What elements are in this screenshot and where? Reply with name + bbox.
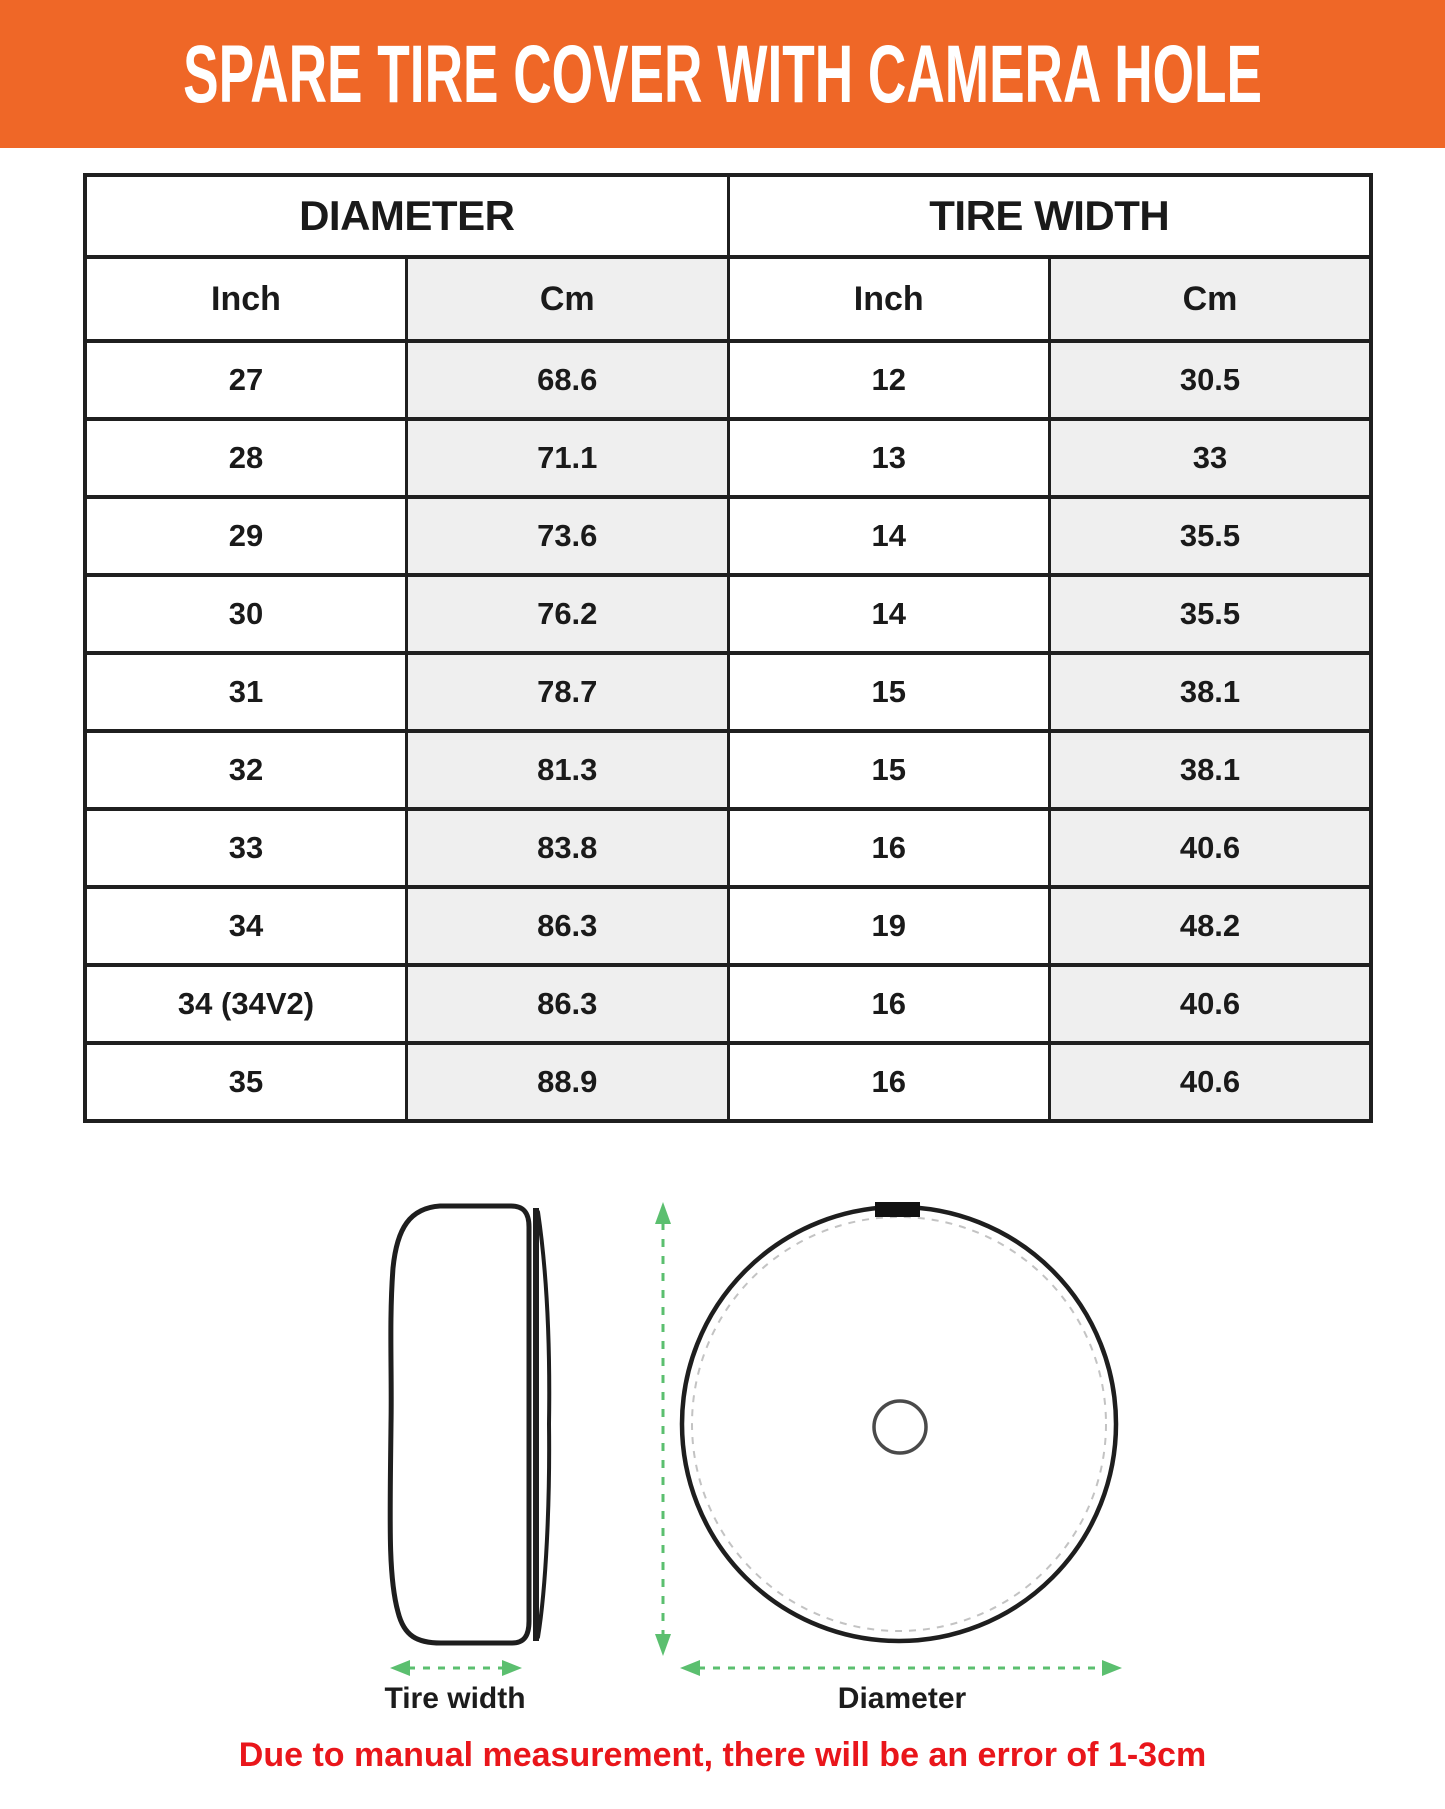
diameter-inch-cell: 30 bbox=[85, 575, 407, 653]
width-inch-cell: 15 bbox=[728, 731, 1050, 809]
table-row bbox=[85, 731, 1371, 809]
diameter-inch-cell: 27 bbox=[85, 341, 407, 419]
page-title: SPARE TIRE COVER WITH CAMERA HOLE bbox=[183, 28, 1262, 120]
width-cm-cell: 33 bbox=[1050, 419, 1372, 497]
arrow-left-icon bbox=[680, 1660, 700, 1676]
width-cm-header: Cm bbox=[1050, 257, 1372, 341]
measurement-note: Due to manual measurement, there will be an error of 1-3cm bbox=[238, 1736, 1207, 1774]
diameter-cm-cell: 83.8 bbox=[407, 809, 729, 887]
title-banner bbox=[0, 0, 1445, 148]
width-inch-cell: 12 bbox=[728, 341, 1050, 419]
measurement-diagram bbox=[0, 1150, 1445, 1720]
diameter-inch-cell: 28 bbox=[85, 419, 407, 497]
size-chart-table bbox=[83, 173, 1373, 1123]
arrow-right-icon bbox=[1102, 1660, 1122, 1676]
diameter-inch-cell: 29 bbox=[85, 497, 407, 575]
valve-marker bbox=[875, 1202, 920, 1217]
diameter-cm-cell: 86.3 bbox=[407, 965, 729, 1043]
tire-side-view-diagram bbox=[390, 1206, 549, 1643]
diameter-cm-cell: 76.2 bbox=[407, 575, 729, 653]
camera-hole bbox=[874, 1401, 926, 1453]
width-cm-cell: 40.6 bbox=[1050, 1043, 1372, 1121]
diameter-label: Diameter bbox=[837, 1682, 967, 1715]
diameter-inch-cell: 33 bbox=[85, 809, 407, 887]
diameter-inch-cell: 31 bbox=[85, 653, 407, 731]
size-table-body bbox=[85, 341, 1371, 1121]
tire-width-arrow bbox=[390, 1660, 522, 1676]
width-inch-cell: 14 bbox=[728, 497, 1050, 575]
width-inch-cell: 14 bbox=[728, 575, 1050, 653]
width-inch-cell: 16 bbox=[728, 809, 1050, 887]
diameter-inch-cell: 35 bbox=[85, 1043, 407, 1121]
table-row bbox=[85, 575, 1371, 653]
unit-header-row bbox=[85, 257, 1371, 341]
table-row bbox=[85, 653, 1371, 731]
side-view-tread-bulge bbox=[538, 1212, 549, 1637]
diameter-cm-header: Cm bbox=[407, 257, 729, 341]
width-cm-cell: 40.6 bbox=[1050, 965, 1372, 1043]
width-cm-cell: 38.1 bbox=[1050, 653, 1372, 731]
diameter-cm-cell: 71.1 bbox=[407, 419, 729, 497]
width-cm-cell: 48.2 bbox=[1050, 887, 1372, 965]
section-header-row bbox=[85, 175, 1371, 257]
diameter-inch-header: Inch bbox=[85, 257, 407, 341]
diameter-cm-cell: 73.6 bbox=[407, 497, 729, 575]
width-inch-cell: 19 bbox=[728, 887, 1050, 965]
width-cm-cell: 38.1 bbox=[1050, 731, 1372, 809]
table-row bbox=[85, 887, 1371, 965]
width-cm-cell: 35.5 bbox=[1050, 575, 1372, 653]
width-inch-cell: 13 bbox=[728, 419, 1050, 497]
tire-width-label: Tire width bbox=[384, 1682, 526, 1715]
diameter-cm-cell: 68.6 bbox=[407, 341, 729, 419]
width-inch-cell: 15 bbox=[728, 653, 1050, 731]
vertical-diameter-arrow bbox=[655, 1202, 671, 1656]
width-inch-header: Inch bbox=[728, 257, 1050, 341]
arrow-left-icon bbox=[390, 1660, 410, 1676]
table-row bbox=[85, 809, 1371, 887]
width-cm-cell: 35.5 bbox=[1050, 497, 1372, 575]
tire-width-section-header: TIRE WIDTH bbox=[728, 175, 1371, 257]
width-cm-cell: 40.6 bbox=[1050, 809, 1372, 887]
width-cm-cell: 30.5 bbox=[1050, 341, 1372, 419]
side-view-body-outline bbox=[390, 1206, 529, 1643]
arrow-down-icon bbox=[655, 1634, 671, 1656]
tire-front-view-diagram bbox=[682, 1202, 1116, 1641]
diameter-arrow bbox=[680, 1660, 1122, 1676]
diameter-inch-cell: 34 (34V2) bbox=[85, 965, 407, 1043]
width-inch-cell: 16 bbox=[728, 1043, 1050, 1121]
diameter-cm-cell: 86.3 bbox=[407, 887, 729, 965]
diameter-inch-cell: 34 bbox=[85, 887, 407, 965]
arrow-right-icon bbox=[502, 1660, 522, 1676]
diameter-cm-cell: 88.9 bbox=[407, 1043, 729, 1121]
table-row bbox=[85, 1043, 1371, 1121]
diameter-section-header: DIAMETER bbox=[85, 175, 728, 257]
table-row bbox=[85, 965, 1371, 1043]
table-row bbox=[85, 497, 1371, 575]
width-inch-cell: 16 bbox=[728, 965, 1050, 1043]
table-row bbox=[85, 341, 1371, 419]
diameter-cm-cell: 78.7 bbox=[407, 653, 729, 731]
diameter-cm-cell: 81.3 bbox=[407, 731, 729, 809]
arrow-up-icon bbox=[655, 1202, 671, 1224]
table-row bbox=[85, 419, 1371, 497]
diameter-inch-cell: 32 bbox=[85, 731, 407, 809]
